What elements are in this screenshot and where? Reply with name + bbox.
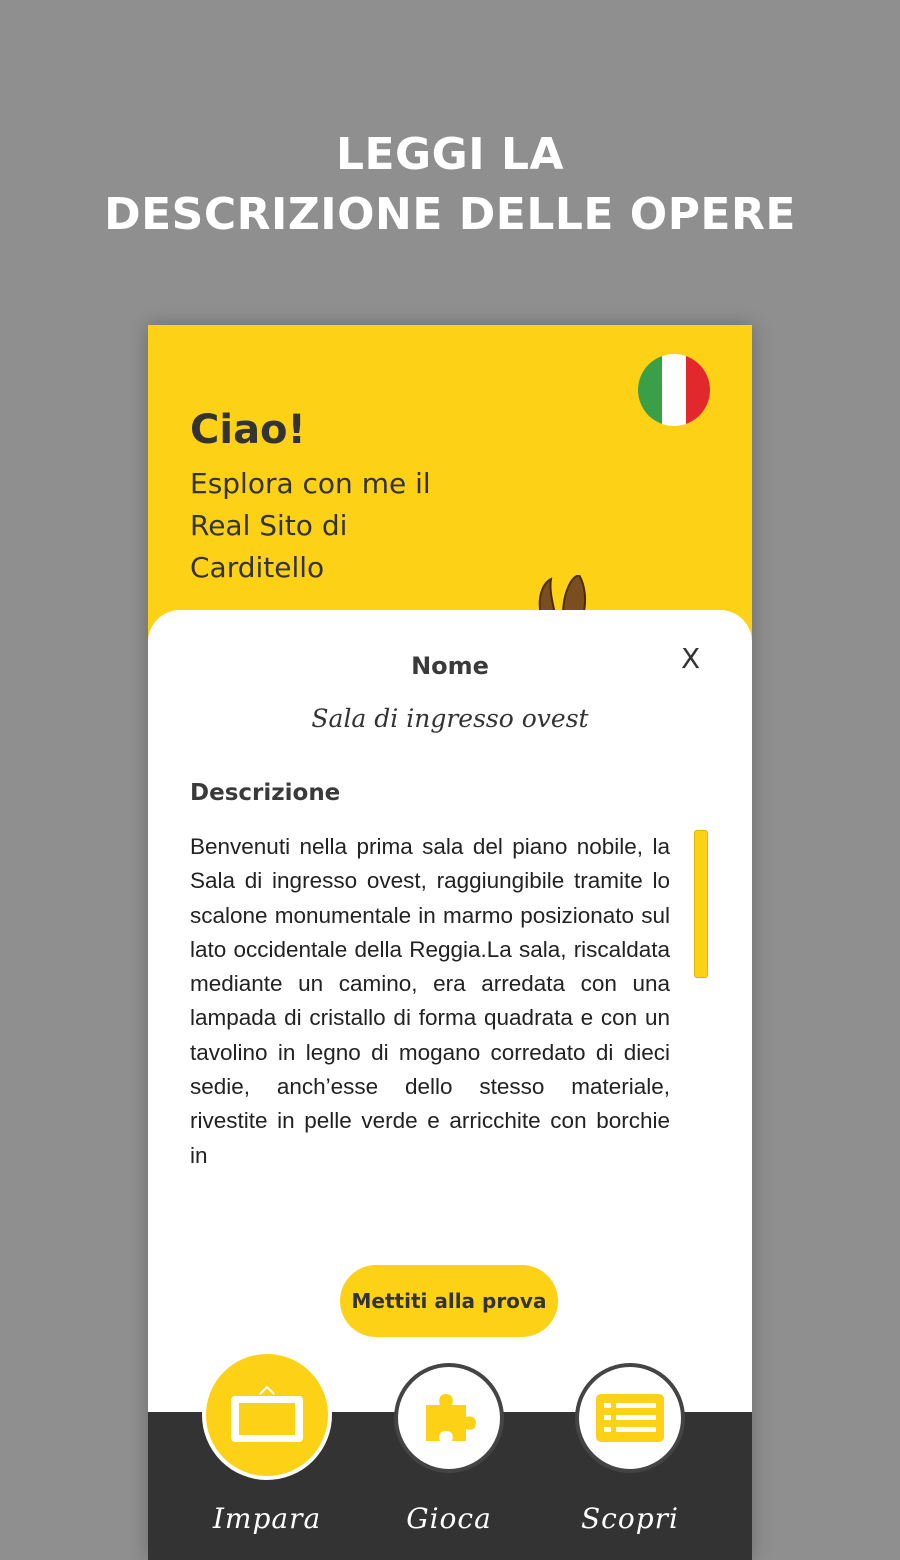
puzzle-piece-icon — [420, 1391, 478, 1445]
tab-scopri[interactable] — [575, 1363, 685, 1473]
headline-line-2: DESCRIZIONE DELLE OPERE — [104, 189, 796, 240]
try-yourself-button[interactable]: Mettiti alla prova — [340, 1265, 558, 1337]
phone-screen — [148, 325, 752, 1560]
page-headline — [0, 125, 900, 245]
greeting-subtitle: Esplora con me il Real Sito di Carditello — [190, 467, 431, 584]
tab-gioca[interactable] — [394, 1363, 504, 1473]
mascot-ears-icon — [533, 575, 603, 615]
headline-line-1: LEGGI LA — [335, 129, 565, 180]
artwork-detail-card — [148, 610, 752, 1440]
description-scrollbar[interactable] — [694, 830, 708, 978]
close-button[interactable]: X — [681, 642, 701, 675]
tab-impara[interactable] — [202, 1350, 332, 1480]
picture-frame-icon — [228, 1384, 306, 1446]
description-fade — [190, 1200, 670, 1222]
name-label: Nome — [411, 652, 489, 680]
tab-label-impara[interactable]: Impara — [212, 1502, 322, 1535]
description-text[interactable]: Benvenuti nella prima sala del piano nobile, la Sala di ingresso ovest, raggiungibile tramite lo scalone monumentale in marmo posizionato sul lato occidentale della Reggia.La sala, riscaldata mediante un camino, era arredata con una lampada di cristallo di forma quadrata e con un tavolino in legno di mogano corredato di dieci sedie, anch’esse dello stesso materiale, rivestite in pelle verde e arricchite con borchie in — [190, 834, 670, 1168]
tab-label-gioca[interactable]: Gioca — [406, 1502, 492, 1535]
greeting-title: Ciao! — [190, 407, 306, 453]
italian-flag-icon[interactable] — [638, 354, 710, 426]
tab-label-scopri[interactable]: Scopri — [581, 1502, 679, 1535]
artwork-name: Sala di ingresso ovest — [311, 704, 589, 733]
description-label: Descrizione — [190, 780, 341, 806]
list-icon — [596, 1394, 664, 1442]
